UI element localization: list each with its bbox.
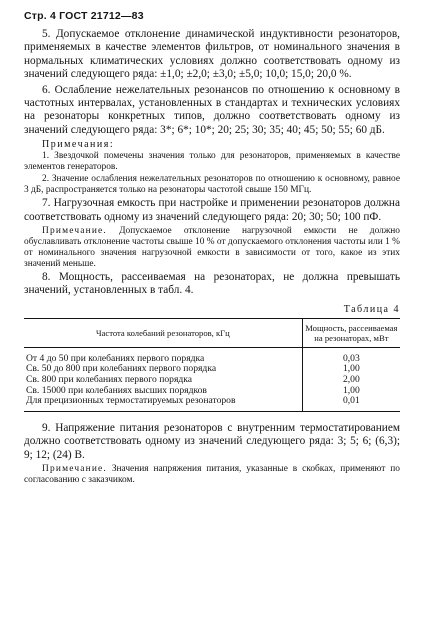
frequency-cell: Св. 50 до 800 при колебаниях первого порядка bbox=[24, 364, 302, 375]
table-row bbox=[24, 396, 400, 411]
note-supply-voltage bbox=[24, 464, 400, 486]
power-cell: 1,00 bbox=[342, 363, 360, 375]
frequency-cell: Св. 15000 при колебаниях высших порядков bbox=[24, 386, 302, 397]
frequency-cell: Для прецизионных термостатируемых резонаторов bbox=[24, 396, 302, 411]
paragraph-6: 6. Ослабление нежелательных резонансов по отношению к основному в частотных интервалах, установленных в стандартах и технических условиях на резонаторы конкретных типов, должно соответствовать одному из значений следующего ряда: 3*; 6*; 10*; 20; 25; 30; 35; 40; 45; 50; 55; 60 дБ. bbox=[24, 83, 400, 136]
note-text: Допускаемое отклонение нагрузочной емкости не должно обуславливать отклонение частоты свыше 10 % от допускаемого отклонения частоты или 1 % от номинального значения нагрузочной емкости в зависимости от того, какое из этих значений меньше. bbox=[24, 226, 400, 270]
notes-title: Примечания: bbox=[42, 139, 115, 151]
power-cell: 0,01 bbox=[302, 396, 400, 411]
note-load-capacitance bbox=[24, 226, 400, 270]
note-text: Значения напряжения питания, указанные в скобках, применяют по согласованию с заказчиком. bbox=[24, 464, 400, 486]
frequency-cell: От 4 до 50 при колебаниях первого порядка bbox=[24, 347, 302, 364]
frequency-cell: Св. 800 при колебаниях первого порядка bbox=[24, 375, 302, 386]
note-1: 1. Звездочкой помечены значения только для резонаторов, применяемых в качестве элементов генераторов. bbox=[24, 151, 400, 173]
paragraph-9: 9. Напряжение питания резонаторов с внутренним термостатированием должно соответствовать одному из значений следующего ряда: 3; 5; 6; (6,3); 9; 12; (24) В. bbox=[24, 421, 400, 461]
power-cell: 2,00 bbox=[342, 374, 360, 386]
paragraph-7: 7. Нагрузочная емкость при настройке и применении резонаторов должна соответствовать одному из значений следующего ряда: 20; 30; 50; 100 пФ. bbox=[24, 197, 400, 223]
table-caption: Таблица 4 bbox=[343, 303, 400, 315]
paragraph-8: 8. Мощность, рассеиваемая на резонаторах, не должна превышать значений, установленных в табл. 4. bbox=[24, 271, 400, 297]
paragraph-5: 5. Допускаемое отклонение динамической индуктивности резонаторов, применяемых в качестве элементов фильтров, от номинального значения в нормальных климатических условиях должно соответствовать одному из значений следующего ряда: ±1,0; ±2,0; ±3,0; ±5,0; 10,0; 15,0; 20,0 %. bbox=[24, 28, 400, 81]
note-label: Примечание. bbox=[42, 226, 107, 237]
note-label: Примечание. bbox=[42, 464, 107, 475]
page-header: Стр. 4 ГОСТ 21712—83 bbox=[24, 10, 144, 22]
column-header-power: Мощность, рассеиваемая на резонаторах, мВт bbox=[302, 318, 400, 347]
table-row bbox=[24, 347, 400, 364]
power-cell: 0,03 bbox=[342, 352, 360, 364]
column-header-frequency: Частота колебаний резонаторов, кГц bbox=[24, 318, 302, 347]
power-table bbox=[24, 318, 400, 412]
power-cell: 1,00 bbox=[342, 384, 360, 396]
note-2: 2. Значение ослабления нежелательных резонаторов по отношению к основному, равное 3 дБ, распространяется только на резонаторы частотой свыше 150 МГц. bbox=[24, 174, 400, 196]
